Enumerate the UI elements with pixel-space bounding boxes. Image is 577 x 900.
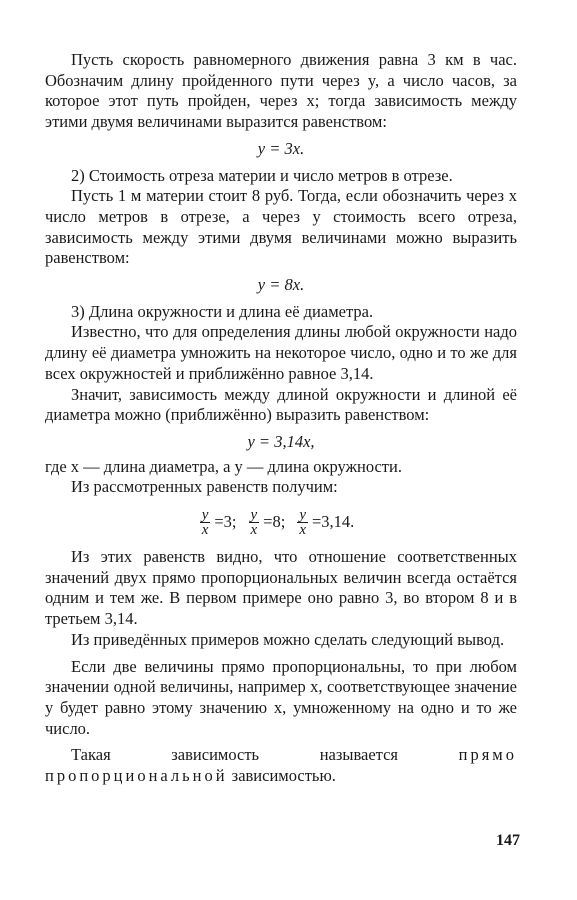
ratio-value: =3,14. xyxy=(311,512,355,532)
fraction-numerator: y xyxy=(201,507,209,524)
ratio-fraction xyxy=(297,508,308,537)
definition-tail: зависимостью. xyxy=(231,766,336,786)
paragraph-therefore: Значит, зависимость между длиной окружности и длиной её диаметра можно (приближённо) выразить равенством: xyxy=(45,384,517,425)
fraction-denominator: x xyxy=(250,522,258,539)
formula-8x: y = 8x. xyxy=(257,275,305,295)
paragraph-circle: Известно, что для определения длины любой окружности надо длину её диаметра умножить на некоторое число, одно и то же для всех окружностей и приближённо равное 3,14. xyxy=(45,322,517,383)
ratio-fraction xyxy=(249,508,260,537)
fraction-numerator: y xyxy=(250,507,258,524)
formula-314x: y = 3,14x, xyxy=(247,431,315,451)
formula-3x: y = 3x. xyxy=(257,138,305,158)
paragraph-definition xyxy=(45,745,517,786)
ratio-value: =3; xyxy=(214,512,237,532)
definition-term: прямо пропорциональной xyxy=(45,745,517,786)
page-number: 147 xyxy=(496,832,520,849)
fraction-numerator: y xyxy=(299,507,306,524)
heading-cloth-cost: 2) Стоимость отреза материи и число метров в отрезе. xyxy=(71,165,453,185)
paragraph-obtain: Из рассмотренных равенств получим: xyxy=(71,477,338,497)
paragraph-conclusion-intro: Из приведённых примеров можно сделать следующий вывод. xyxy=(71,629,505,649)
page-body xyxy=(45,50,517,787)
fraction-denominator: x xyxy=(299,522,306,539)
heading-circumference: 3) Длина окружности и длина её диаметра. xyxy=(71,301,374,321)
paragraph-rule: Если две величины прямо пропорциональны, то при любом значении одной величины, например x, соответствующее значение y будет равно этому значению x, умноженному на одно и то же число. xyxy=(45,656,517,738)
paragraph-where: где x — длина диаметра, а y — длина окружности. xyxy=(45,456,402,476)
ratio-fraction xyxy=(200,508,211,537)
paragraph-speed: Пусть скорость равномерного движения равна 3 км в час. Обозначим длину пройденного пути через y, а число часов, за которое этот путь пройден, через x; тогда зависимость между этими двумя величинами выразится равенством: xyxy=(45,50,517,132)
paragraph-ratio-constant: Из этих равенств видно, что отношение соответственных значений двух прямо пропорциональных величин всегда остаётся одним и тем же. В первом примере оно равно 3, во втором 8 и в третьем 3,14. xyxy=(45,547,517,629)
definition-text: Такая зависимость называется xyxy=(71,745,398,765)
fraction-denominator: x xyxy=(201,522,209,539)
paragraph-cloth: Пусть 1 м материи стоит 8 руб. Тогда, если обозначить через x число метров в отрезе, а через y стоимость всего отреза, зависимость между этими двумя величинами можно выразить равенством: xyxy=(45,186,517,268)
ratio-formulas xyxy=(45,508,517,537)
ratio-value: =8; xyxy=(263,512,286,532)
